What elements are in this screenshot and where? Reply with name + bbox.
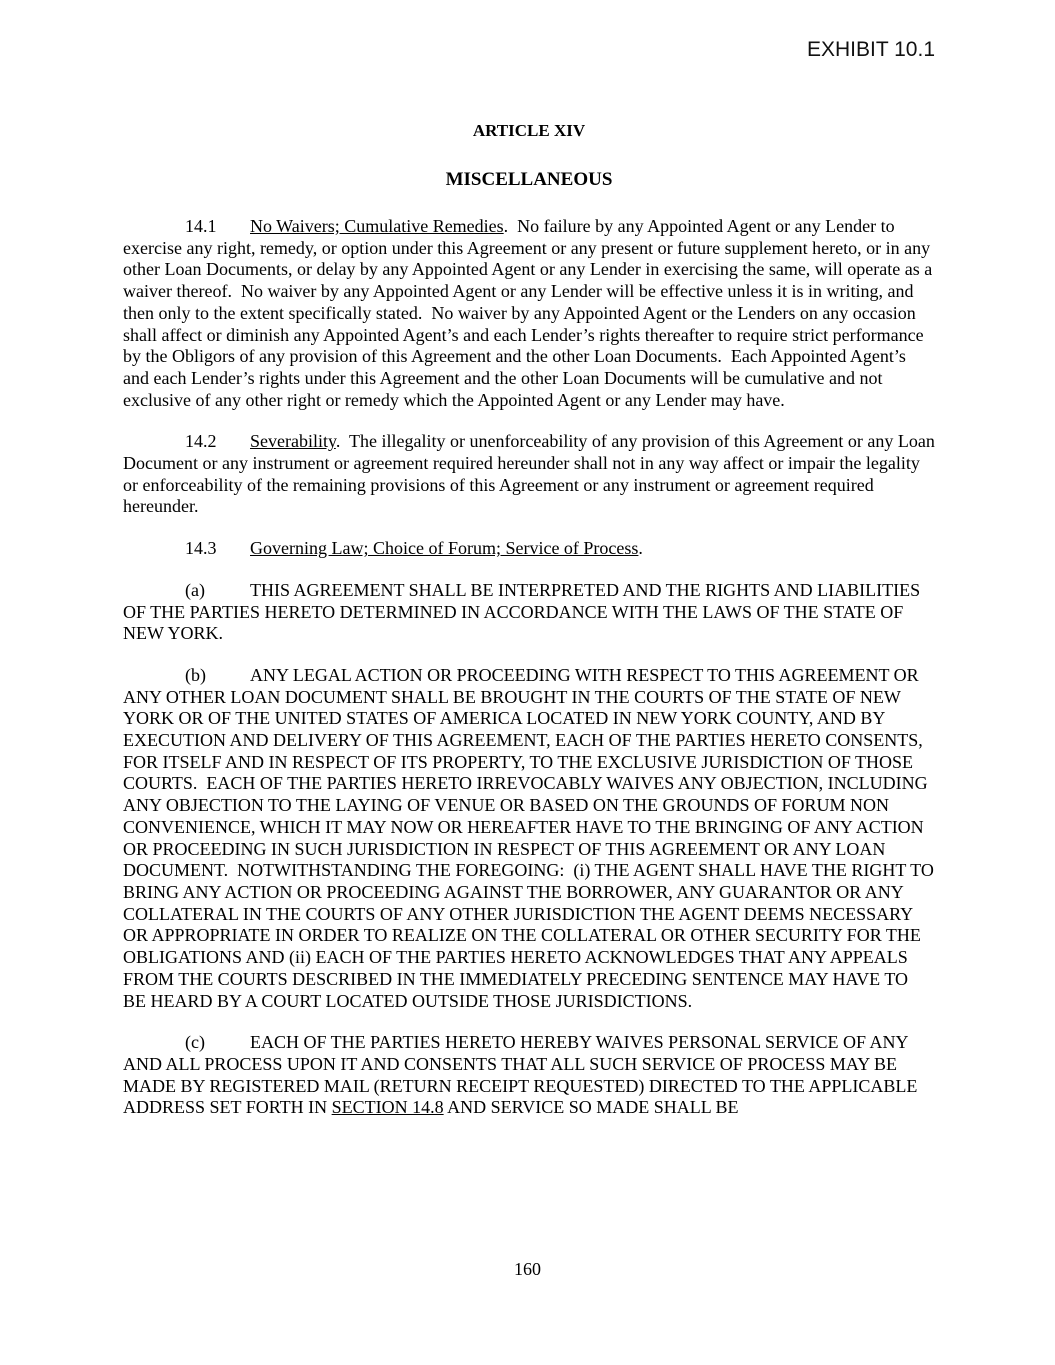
section-14-2-text: . The illegality or unenforceability of any provision of this Agreement or any Loan Document or any instrument or agreement required hereunder shall not in any way affect or impair the legality or enforceability of the remaining provisions of this Agreement or any instrument or agreement required hereunder. xyxy=(123,431,940,517)
subsection-b-text: ANY LEGAL ACTION OR PROCEEDING WITH RESPECT TO THIS AGREEMENT OR ANY OTHER LOAN DOCUMENT SHALL BE BROUGHT IN THE COURTS OF THE STATE OF NEW YORK OR OF THE UNITED STATES OF AMERICA LOCATED IN NEW YORK COUNTY, AND BY EXECUTION AND DELIVERY OF THIS AGREEMENT, EACH OF THE PARTIES HERETO CONSENTS, FOR ITSELF AND IN RESPECT OF ITS PROPERTY, TO THE EXCLUSIVE JURISDICTION OF THOSE COURTS. EACH OF THE PARTIES HERETO IRREVOCABLY WAIVES ANY OBJECTION, INCLUDING ANY OBJECTION TO THE LAYING OF VENUE OR BASED ON THE GROUNDS OF FORUM NON CONVENIENCE, WHICH IT MAY NOW OR HEREAFTER HAVE TO THE BRINGING OF ANY ACTION OR PROCEEDING IN SUCH JURISDICTION IN RESPECT OF THIS AGREEMENT OR ANY LOAN DOCUMENT. NOTWITHSTANDING THE FOREGOING: (i) THE AGENT SHALL HAVE THE RIGHT TO BRING ANY ACTION OR PROCEEDING AGAINST THE BORROWER, ANY GUARANTOR OR ANY COLLATERAL IN THE COURTS OF ANY OTHER JURISDICTION THE AGENT DEEMS NECESSARY OR APPROPRIATE IN ORDER TO REALIZE ON THE COLLATERAL OR OTHER SECURITY FOR THE OBLIGATIONS AND (ii) EACH OF THE PARTIES HERETO ACKNOWLEDGES THAT ANY APPEALS FROM THE COURTS DESCRIBED IN THE IMMEDIATELY PRECEDING SENTENCE MAY HAVE TO BE HEARD BY A COURT LOCATED OUTSIDE THOSE JURISDICTIONS. xyxy=(123,664,939,1011)
section-14-1-heading: No Waivers; Cumulative Remedies xyxy=(250,216,504,236)
subsection-c-text-after: AND SERVICE SO MADE SHALL BE xyxy=(443,1097,739,1118)
subsection-c-number: (c) xyxy=(185,1032,205,1053)
section-14-3-number: 14.3 xyxy=(185,538,217,559)
subsection-b-paragraph xyxy=(123,664,939,1012)
document-content xyxy=(123,0,940,1139)
section-14-1-number: 14.1 xyxy=(185,216,217,236)
section-14-1-text: . No failure by any Appointed Agent or any Lender to exercise any right, remedy, or option under this Agreement or any present or future supplement hereto, or in any other Loan Documents, or delay by any Appointed Agent or any Lender in exercising the same, will operate as a waiver thereof. No waiver by any Appointed Agent or any Lender will be effective unless it is in writing, and then only to the extent specifically stated. No waiver by any Appointed Agent or the Lenders on any occasion shall affect or diminish any Appointed Agent’s and each Lender’s rights thereafter to require strict performance by the Obligors of any provision of this Agreement and the other Loan Documents. Each Appointed Agent’s and each Lender’s rights under this Agreement and the other Loan Documents will be cumulative and not exclusive of any other right or remedy which the Appointed Agent or any Lender may have. xyxy=(123,216,937,410)
section-14-3-paragraph xyxy=(123,538,935,560)
section-14-2-number: 14.2 xyxy=(185,431,217,452)
subsection-a-number: (a) xyxy=(185,579,205,600)
article-heading: ARTICLE XIV xyxy=(472,121,586,140)
subsection-a-text: THIS AGREEMENT SHALL BE INTERPRETED AND THE RIGHTS AND LIABILITIES OF THE PARTIES HERETO DETERMINED IN ACCORDANCE WITH THE LAWS OF THE STATE OF NEW YORK. xyxy=(123,579,925,644)
section-14-2-paragraph xyxy=(123,431,940,518)
subsection-c-text-before: EACH OF THE PARTIES HERETO HEREBY WAIVES PERSONAL SERVICE OF ANY AND ALL PROCESS UPON IT AND CONSENTS THAT ALL SUCH SERVICE OF PROCESS MAY BE MADE BY REGISTERED MAIL (RETURN RECEIPT REQUESTED) DIRECTED TO THE APPLICABLE ADDRESS SET FORTH IN xyxy=(123,1032,921,1118)
exhibit-label: EXHIBIT 10.1 xyxy=(806,38,935,61)
section-14-1-paragraph xyxy=(123,216,935,411)
section-14-3-heading: Governing Law; Choice of Forum; Service of Process xyxy=(250,538,639,559)
article-title: MISCELLANEOUS xyxy=(445,169,613,190)
subsection-c-paragraph xyxy=(123,1032,935,1119)
subsection-a-paragraph xyxy=(123,580,935,645)
section-14-3-text: . xyxy=(638,538,643,559)
subsection-b-number: (b) xyxy=(185,664,206,685)
page-number: 160 xyxy=(514,1259,541,1279)
section-14-2-heading: Severability xyxy=(250,431,336,452)
section-14-8-reference: SECTION 14.8 xyxy=(331,1097,444,1118)
